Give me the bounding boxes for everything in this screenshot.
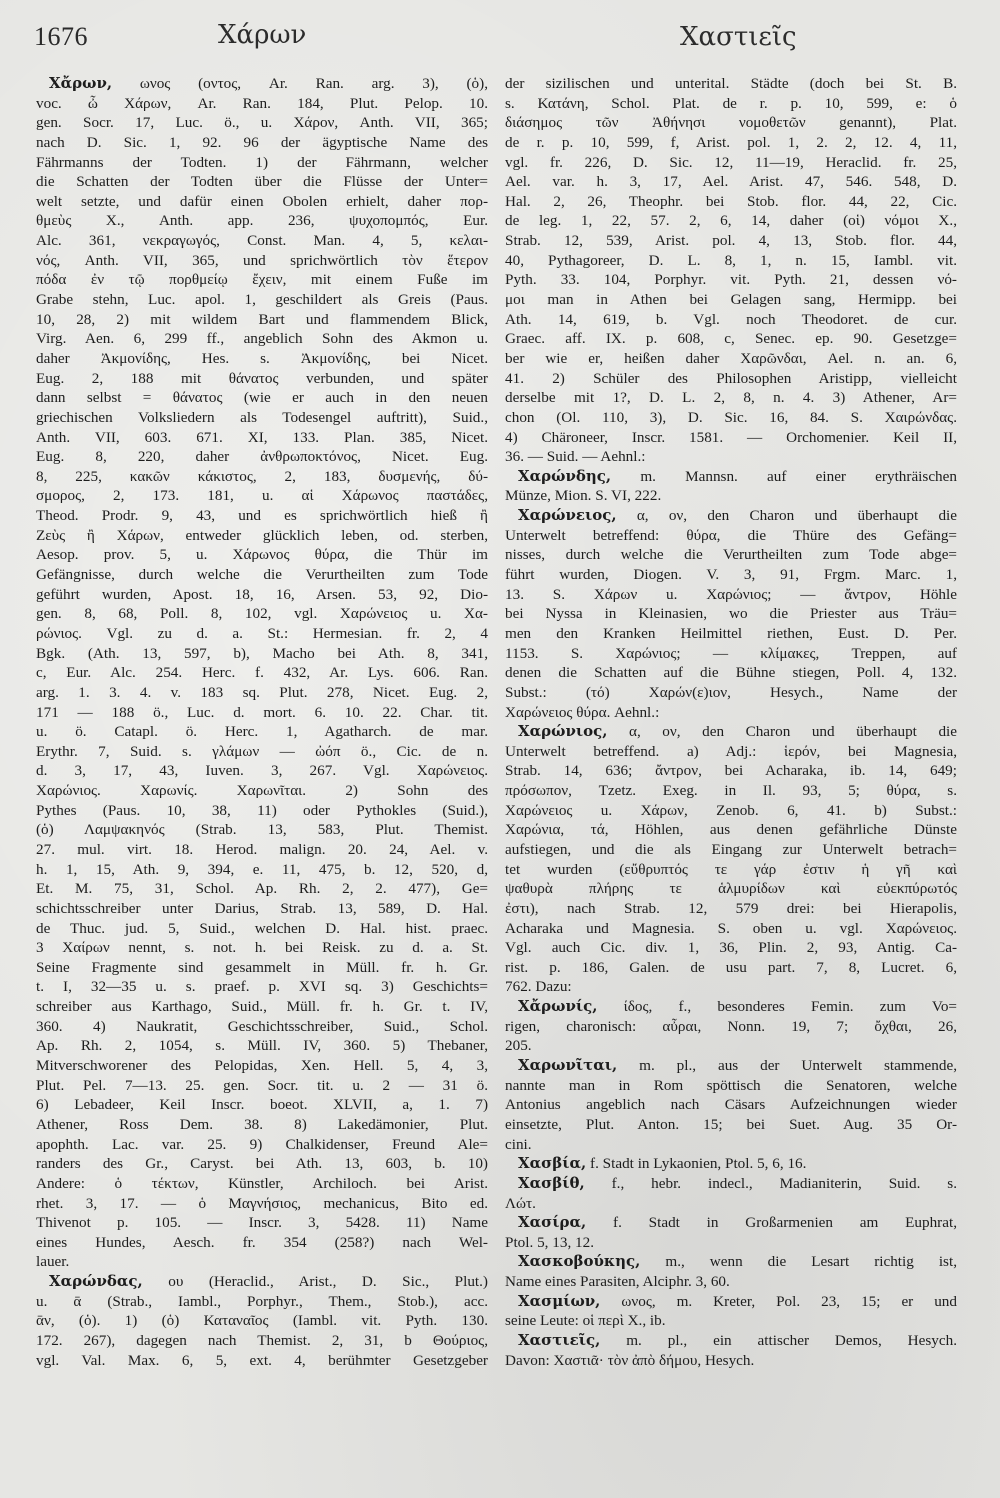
text-line: nisses, durch welche die Verurtheilten zum Tode abge= [505, 546, 957, 564]
text-line: Gefängnisse, durch welche die Verurtheilten zum Tode [36, 566, 488, 584]
text-line: Eug. 8, 220, daher ἀνθρωποκτόνος, Nicet. Eug. [36, 448, 488, 466]
text-line: Χαρώνιος. Χαρωνίς. Χαρωνῖται. 2) Sohn des [36, 782, 488, 800]
text-line: de leg. 1, 22, 57. 2, 6, 14, daher (οἱ) νόμοι Χ., [505, 212, 957, 230]
entry-headword-line: Χαρώνδης, m. Mannsn. auf einer erythräischen [518, 466, 957, 485]
lemma: Χαρώνδας, [49, 1272, 143, 1291]
text-line: Et. M. 75, 31, Schol. Ap. Rh. 2, 2. 477), Ge= [36, 880, 488, 898]
text-line: Ael. var. h. 3, 17, Ael. Arist. 47, 546. 548, D. [505, 173, 957, 191]
text-line: Χαρώνια, τά, Höhlen, aus denen gefährliche Dünste [505, 821, 957, 839]
text-line: vgl. fr. 226, D. Sic. 12, 11—19, Heraclid. fr. 25, [505, 153, 957, 171]
text-line: cini. [505, 1135, 532, 1153]
text-line: c, Eur. Alc. 254. Herc. f. 432, Ar. Lys. 606. Ran. [36, 664, 488, 682]
text-line: d. 3, 17, 43, Iuven. 3, 267. Vgl. Χαρώνειος. [36, 762, 488, 780]
lemma: Χασίρα, [518, 1213, 587, 1232]
text-line: derselbe mit 1?, D. L. 2, 8, n. 4. 3) Athener, Ar= [505, 389, 957, 407]
lemma: Χασβία, [518, 1154, 587, 1173]
text-line: Vgl. auch Cic. div. 1, 36, Plin. 2, 93, Antig. Ca- [505, 939, 957, 957]
entry-headword-line: Χασμίων, ωνος, m. Kreter, Pol. 23, 15; er und [518, 1291, 957, 1310]
text-line: Acharaka und Magnesia. S. oben u. vgl. Χαρώνειος. [505, 919, 957, 937]
text-line: eines Hundes, Aesch. fr. 354 (258?) nach Wel- [36, 1233, 488, 1251]
entry-headword-line: Χαρωνῖται, m. pl., aus der Unterwelt stammende, [518, 1056, 957, 1075]
text-line: geführt wurden, Apost. 18, 16, Arsen. 53, 92, Dio- [36, 585, 488, 603]
text-line: σμορος, 2, 173. 181, u. αἱ Χάρωνος παστάδες, [36, 487, 488, 505]
text-line: πόδα ἐν τῷ πορθμείῳ ἔχειν, mit einem Fuße im [36, 271, 488, 289]
entry-headword-line: Χαστιεῖς, m. pl., ein attischer Demos, Hesych. [518, 1331, 957, 1349]
text-line: Mitverschworener des Pelopidas, Xen. Hell. 5, 4, 3, [36, 1057, 488, 1075]
text-line: Ζεὺς ἢ Χάρων, entweder glücklich leben, od. sterben, [36, 526, 488, 544]
text-line: Fährmanns der Todten. 1) der Fährmann, welcher [36, 153, 488, 171]
text-line: Anth. VII, 603. 671. XI, 133. Plan. 385, Nicet. [36, 428, 488, 446]
text-line: men den Kranken Heilmittel riethen, Eust. D. Per. [505, 624, 957, 642]
text-line: de Thuc. jud. 5, Suid., welchen D. Hal. hist. praec. [36, 919, 488, 937]
left-column [36, 74, 488, 1370]
text-line: 205. [505, 1037, 532, 1055]
text-line: rigen, charonisch: αὖραι, Nonn. 19, 7; ὄχθαι, 26, [505, 1017, 957, 1035]
text-line: Seine Fragmente sind gesammelt in Müll. fr. h. Gr. [36, 958, 488, 976]
text-line: rist. p. 186, Galen. de usu part. 7, 8, Lucret. 6, [505, 958, 957, 976]
text-line: Davon: Χαστιᾶ· τὸν ἀπὸ δήμου, Hesych. [505, 1351, 755, 1369]
text-line: randers des Gr., Caryst. bei Ath. 13, 603, b. 10) [36, 1155, 488, 1173]
lemma: Χαρώνιος, [518, 722, 608, 741]
lemma: Χαστιεῖς, [518, 1331, 601, 1349]
text-line: Hal. 2, 26, Theophr. bei Stob. flor. 44, 22, Cic. [505, 192, 957, 210]
lemma: Χασμίων, [518, 1291, 601, 1310]
entry-headword-line: Χἄρων, ωνος (οντος, Ar. Ran. arg. 3), (ὁ), [49, 74, 488, 92]
text-line: Pythes (Paus. 10, 38, 11) oder Pythokles (Suid.), [36, 801, 488, 819]
text-line: 3 Χαίρων nennt, s. not. h. bei Reisk. zu d. a. St. [36, 939, 488, 957]
text-line: 13. S. Χάρων u. Χαρώνιος; — ἄντρον, Höhle [505, 585, 957, 603]
text-line: Subst.: (τό) Χαρών(ε)ιον, Hesych., Name der [505, 683, 957, 701]
running-head-left: Χάρων [218, 20, 307, 50]
text-line: 41. 2) Schüler des Philosophen Aristipp, vielleicht [505, 369, 957, 387]
page-header [0, 16, 1000, 56]
lemma: Χαρωνῖται, [518, 1056, 618, 1075]
text-line: tet wurden (εὔθρυπτός τε γάρ ἐστιν ἡ γῆ καὶ [505, 860, 957, 878]
text-line: griechischen Volksliedern als Todesengel auftritt), Suid., [36, 408, 488, 426]
text-line: gen. 8, 68, Poll. 8, 102, vgl. Χαρώνειος u. Χα- [36, 605, 488, 623]
text-line: Strab. 12, 539, Arist. pol. 4, 13, Stob. flor. 44, [505, 232, 957, 250]
text-line: 360. 4) Naukratit, Geschichtsschreiber, Suid., Schol. [36, 1017, 488, 1035]
text-line: nannte man in Rom spöttisch die Senatoren, welche [505, 1076, 957, 1094]
text-line: Andere: ὁ τέκτων, Künstler, Archiloch. bei Arist. [36, 1174, 488, 1192]
entry-headword-line: Χαρώνειος, α, ον, den Charon und überhaupt die [518, 506, 957, 525]
text-line: Χαρώνειος θύρα. Aehnl.: [505, 703, 660, 721]
running-head-right: Χαστιεῖς [680, 22, 797, 52]
lemma: Χασκοβούκης, [518, 1252, 641, 1271]
text-line: Plut. Pel. 7—13. 25. gen. Socr. tit. u. 2 — 31 ö. [36, 1076, 488, 1094]
text-line: rhet. 3, 17. — ὁ Μαγνήσιος, mechanicus, Bito ed. [36, 1194, 488, 1212]
entry-headword-line: Χασκοβούκης, m., wenn die Lesart richtig ist, [518, 1252, 957, 1271]
entry-headword-line: Χαρώνιος, α, ον, den Charon und überhaupt die [518, 722, 957, 741]
text-line: voc. ὦ Χάρων, Ar. Ran. 184, Plut. Pelop. 10. [36, 94, 488, 112]
text-line: Erythr. 7, Suid. s. γλάμων — ὠόπ ö., Cic. de n. [36, 742, 488, 760]
page-number: 1676 [34, 22, 88, 51]
text-line: 36. — Suid. — Aehnl.: [505, 448, 646, 466]
text-line: νός, Anth. VII, 365, und sprichwörtlich τὸν ἕτερον [36, 251, 488, 269]
text-line: aufstiegen, und die als Eingang zur Unterwelt betrach= [505, 840, 957, 858]
lemma: Χασβίθ, [518, 1173, 585, 1192]
text-line: welt setzte, und dafür einen Obolen erhielt, daher πορ- [36, 192, 488, 210]
text-line: t. I, 32—35 u. s. praef. p. XVI sq. 3) Geschichts= [36, 978, 488, 996]
text-line: vgl. Val. Max. 6, 5, ext. 4, berühmter Gesetzgeber [36, 1351, 488, 1369]
text-line: Name eines Parasiten, Alciphr. 3, 60. [505, 1273, 730, 1291]
text-line: Strab. 14, 636; ἄντρον, bei Acharaka, ib. 14, 649; [505, 762, 957, 780]
text-line: 171 — 188 ö., Luc. d. mort. 6. 10. 22. Char. tit. [36, 703, 488, 721]
text-line: Theod. Prodr. 9, 43, und es sprichwörtlich hieß ἢ [36, 507, 488, 525]
text-line: Unterwelt betreffend: θύρα, die Thüre des Gefäng= [505, 526, 957, 544]
text-line: ἐστι), nach Strab. 12, 579 drei: bei Hierapolis, [505, 899, 957, 917]
text-line: 10, 28, 2) mit wildem Bart und flammendem Blick, [36, 310, 488, 328]
text-line: 762. Dazu: [505, 978, 572, 996]
text-line: Thivenot p. 105. — Inscr. 3, 5428. 11) Name [36, 1214, 488, 1232]
text-line: schreiber aus Karthago, Suid., Müll. fr. h. Gr. t. IV, [36, 998, 488, 1016]
text-line: (ὁ) Λαμψακηνός (Strab. 13, 583, Plut. Themist. [36, 821, 488, 839]
text-line: chon (Ol. 110, 3), D. Sic. 16, 84. S. Χαιρώνδας. [505, 408, 957, 426]
text-line: u. ᾱ (Strab., Iambl., Porphyr., Them., Stob.), acc. [36, 1292, 488, 1310]
text-line: μοι man in Athen bei Gelagen sang, Hermipp. bei [505, 291, 957, 309]
text-line: Ath. 14, 619, b. Vgl. noch Theodoret. de cur. [505, 310, 957, 328]
text-line: διάσημος τῶν Ἀθήνησι νομοθετῶν genannt), Plat. [505, 114, 957, 132]
text-line: führt wurden, Diogen. V. 3, 91, Frgm. Marc. 1, [505, 566, 957, 584]
text-line: dann selbst = θάνατος (wie er auch in den neuen [36, 389, 488, 407]
text-line: die Schatten der Todten über die Flüsse der Unter= [36, 173, 488, 191]
text-line: Eug. 2, 188 mit θάνατος verbunden, und später [36, 369, 488, 387]
text-line: 40, Pythagoreer, D. L. 8, 1, n. 15, Iambl. vit. [505, 251, 957, 269]
text-line: Antonius angeblich nach Cäsars Aufzeichnungen wieder [505, 1096, 957, 1114]
text-line: lauer. [36, 1253, 70, 1271]
text-line: de r. p. 10, 599, f, Arist. pol. 1, 2. 2, 12. 4, 11, [505, 133, 957, 151]
entry-headword-line: Χασβία, f. Stadt in Lykaonien, Ptol. 5, 6, 16. [518, 1154, 807, 1173]
text-line: ᾱν, (ὁ). 1) (ὁ) Καταναῖος (Iambl. vit. Pyth. 130. [36, 1312, 488, 1330]
text-line: Pyth. 33. 104, Porphyr. vit. Pyth. 21, dessen νό- [505, 271, 957, 289]
text-line: gen. Socr. 17, Luc. ö., u. Χάρον, Anth. VII, 365; [36, 114, 488, 132]
text-line: 4) Chäroneer, Inscr. 1581. — Orchomenier. Keil II, [505, 428, 957, 446]
text-line: ρώνιος. Vgl. zu d. a. St.: Hermesian. fr. 2, 4 [36, 624, 488, 642]
text-line: θμεὺς Χ., Anth. app. 236, ψυχοπομπός, Eur. [36, 212, 488, 230]
text-line: daher Ἀκμονίδης, Hes. s. Ἀκμονίδης, bei Nicet. [36, 349, 488, 367]
text-line: h. 1, 15, Ath. 9, 394, e. 11, 475, b. 12, 520, d, [36, 860, 488, 878]
text-line: 172. 267), dagegen nach Themist. 2, 31, b Θούριος, [36, 1332, 488, 1349]
text-line: 27. mul. virt. 18. Herod. malign. 20. 24, Ael. v. [36, 840, 488, 858]
text-line: Münze, Mion. S. VI, 222. [505, 487, 662, 505]
text-line: Aesop. prov. 5, u. Χάρωνος θύρα, die Thür im [36, 546, 488, 564]
text-line: Λώτ. [505, 1194, 536, 1212]
right-column [505, 74, 957, 1370]
text-line: nach D. Sic. 1, 92. 96 der ägyptische Name des [36, 133, 488, 151]
text-line: seine Leute: οἱ περὶ Χ., ib. [505, 1312, 666, 1330]
text-line: schichtsschreiber unter Darius, Strab. 13, 589, D. Hal. [36, 899, 488, 917]
text-line: denen die Schatten auf die Bühne stiegen, Poll. 4, 132. [505, 664, 957, 682]
text-line: einsetzte, Plut. Anton. 15; bei Suet. Aug. 35 Or- [505, 1115, 957, 1133]
text-line: 6) Lebadeer, Keil Inscr. boeot. XLVII, a, 1. 7) [36, 1096, 488, 1114]
text-line: 8, 225, κακῶν κάκιστος, 2, 183, δυσμενής, δύ- [36, 467, 488, 485]
text-line: Grabe stehn, Luc. apol. 1, geschildert als Greis (Paus. [36, 291, 488, 309]
text-line: Alc. 361, νεκραγωγός, Const. Man. 4, 5, κελαι- [36, 232, 488, 250]
text-line: arg. 1. 3. 4. v. 183 sq. Plut. 278, Nicet. Eug. 2, [36, 683, 488, 701]
entry-headword-line: Χασίρα, f. Stadt in Großarmenien am Euphrat, [518, 1213, 957, 1232]
lemma: Χαρώνειος, [518, 506, 617, 525]
text-line: 1153. S. Χαρώνιος; — κλίμακες, Treppen, auf [505, 644, 957, 662]
text-line: Χαρώνειος u. Χάρων, Zenob. 6, 41. b) Subst.: [505, 801, 957, 819]
text-line: Bgk. (Ath. 13, 597, b), Macho bei Ath. 8, 341, [36, 644, 488, 662]
text-line: ψαθυρὰ πλήρης τε ἁλμυρίδων καὶ εὐεκπύρωτός [505, 880, 957, 898]
text-line: πρόσωπον, Tzetz. Exeg. in Il. 93, 5; θύρα, s. [505, 782, 957, 800]
lemma: Χἄρωνίς, [518, 997, 598, 1016]
entry-headword-line: Χαρώνδας, ου (Heraclid., Arist., D. Sic., Plut.) [49, 1272, 488, 1291]
text-line: Athener, Ross Dem. 38. 8) Lakedämonier, Plut. [36, 1115, 488, 1133]
text-line: Unterwelt betreffend. a) Adj.: ἱερόν, bei Magnesia, [505, 742, 957, 760]
text-line: Ptol. 5, 13, 12. [505, 1233, 595, 1251]
text-line: der sizilischen und unterital. Städte (doch bei St. B. [505, 75, 957, 92]
entry-headword-line: Χἄρωνίς, ίδος, f., besonderes Femin. zum Vo= [518, 997, 957, 1016]
text-line: Ap. Rh. 2, 1054, s. Müll. IV, 360. 5) Thebaner, [36, 1037, 488, 1055]
text-line: Virg. Aen. 6, 299 ff., angeblich Sohn des Akmon u. [36, 330, 488, 348]
lemma: Χαρώνδης, [518, 466, 612, 485]
text-line: apophth. Lac. var. 25. 9) Chalkidenser, Freund Ale= [36, 1135, 488, 1153]
text-line: u. ö. Catapl. ö. Herc. 1, Agatharch. de mar. [36, 723, 488, 741]
text-line: Graec. aff. IX. p. 608, c, Senec. ep. 90. Gesetzge= [505, 330, 957, 348]
text-line: s. Κατάνη, Schol. Plat. de r. p. 10, 599, e: ὁ [505, 94, 957, 112]
text-line: bei Nyssa in Kleinasien, wo die Priester aus Träu= [505, 605, 957, 623]
text-line: ber wie er, heißen daher Χαρῶνδαι, Ael. n. an. 6, [505, 349, 957, 367]
lemma: Χἄρων, [49, 74, 113, 92]
entry-headword-line: Χασβίθ, f., hebr. indecl., Madianiterin, Suid. s. [518, 1173, 957, 1192]
